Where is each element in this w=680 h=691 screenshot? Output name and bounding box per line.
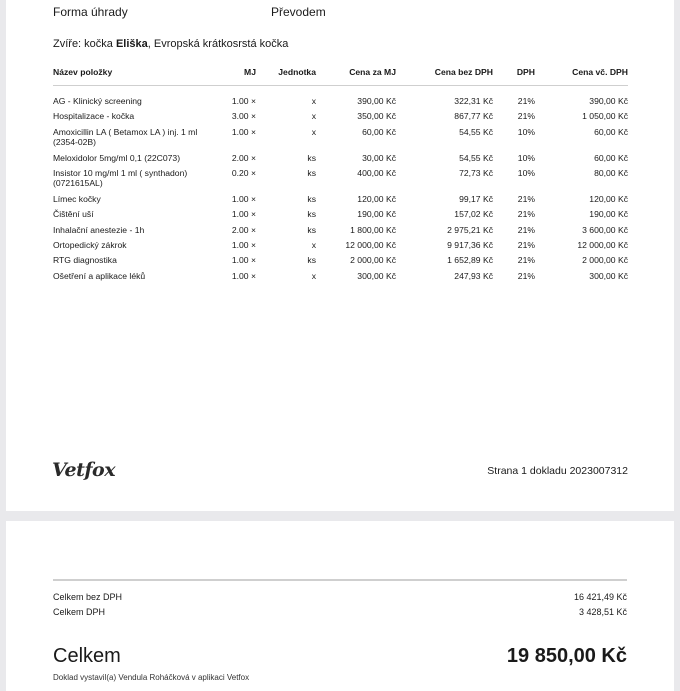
col-header-price: Cena za MJ bbox=[316, 65, 396, 86]
item-net-price: 2 975,21 Kč bbox=[447, 224, 493, 235]
item-vat-rate: 21% bbox=[517, 255, 535, 266]
payment-method-label: Forma úhrady bbox=[53, 5, 128, 19]
item-unit: x bbox=[311, 111, 316, 122]
table-row bbox=[53, 194, 628, 209]
item-net-price: 99,17 Kč bbox=[459, 193, 493, 204]
item-vat-rate: 21% bbox=[517, 209, 535, 220]
item-net-price: 867,77 Kč bbox=[454, 111, 493, 122]
summary-divider bbox=[53, 579, 627, 581]
item-vat-rate: 21% bbox=[517, 240, 535, 251]
item-vat-rate: 21% bbox=[517, 193, 535, 204]
issued-by-note: Doklad vystavil(a) Vendula Roháčková v aplikaci Vetfox bbox=[53, 673, 250, 682]
item-quantity: 2.00 × bbox=[231, 152, 256, 163]
item-quantity: 1.00 × bbox=[231, 209, 256, 220]
item-gross-price: 120,00 Kč bbox=[589, 193, 628, 204]
item-gross-price: 1 050,00 Kč bbox=[582, 111, 628, 122]
payment-method-value: Převodem bbox=[271, 5, 326, 19]
item-net-price: 54,55 Kč bbox=[459, 152, 493, 163]
item-name: Ošetření a aplikace léků bbox=[53, 270, 146, 281]
item-unit-price: 190,00 Kč bbox=[357, 209, 396, 220]
table-header-row bbox=[53, 65, 628, 86]
item-unit: ks bbox=[307, 209, 316, 220]
item-name: Hospitalizace - kočka bbox=[53, 111, 135, 122]
item-unit-price: 300,00 Kč bbox=[357, 270, 396, 281]
item-name: Límec kočky bbox=[53, 193, 101, 204]
grand-total-label: Celkem bbox=[53, 645, 121, 667]
item-net-price: 157,02 Kč bbox=[454, 209, 493, 220]
item-quantity: 1.00 × bbox=[231, 96, 256, 106]
item-vat-rate: 21% bbox=[517, 224, 535, 235]
col-header-unit: Jednotka bbox=[256, 65, 316, 86]
item-unit-price: 400,00 Kč bbox=[357, 168, 396, 179]
item-vat-rate: 21% bbox=[517, 96, 535, 106]
table-row bbox=[53, 271, 628, 286]
table-row bbox=[53, 168, 628, 194]
item-quantity: 1.00 × bbox=[231, 255, 256, 266]
item-name: Inhalační anestezie - 1h bbox=[53, 224, 145, 235]
col-header-net: Cena bez DPH bbox=[396, 65, 493, 86]
item-net-price: 247,93 Kč bbox=[454, 270, 493, 281]
item-unit-price: 60,00 Kč bbox=[362, 126, 396, 137]
item-name: RTG diagnostika bbox=[53, 255, 117, 266]
item-unit-price: 30,00 Kč bbox=[362, 152, 396, 163]
animal-prefix: Zvíře: kočka bbox=[53, 38, 116, 50]
item-gross-price: 60,00 Kč bbox=[594, 152, 628, 163]
item-name: Čištění uší bbox=[53, 209, 94, 220]
item-unit-price: 350,00 Kč bbox=[357, 111, 396, 122]
net-total-value: 16 421,49 Kč bbox=[573, 592, 627, 602]
table-row bbox=[53, 127, 628, 153]
item-unit-price: 1 800,00 Kč bbox=[350, 224, 396, 235]
item-unit: x bbox=[311, 240, 316, 251]
item-unit-price: 12 000,00 Kč bbox=[345, 240, 396, 251]
item-quantity: 1.00 × bbox=[231, 126, 256, 137]
vat-total-value: 3 428,51 Kč bbox=[578, 607, 627, 617]
item-vat-rate: 10% bbox=[517, 168, 535, 179]
item-gross-price: 390,00 Kč bbox=[589, 96, 628, 106]
item-vat-rate: 21% bbox=[517, 111, 535, 122]
page-number-info: Strana 1 dokladu 2023007312 bbox=[487, 465, 628, 477]
vat-total-label: Celkem DPH bbox=[53, 607, 106, 617]
table-row bbox=[53, 225, 628, 240]
item-quantity: 1.00 × bbox=[231, 270, 256, 281]
item-name: Meloxidolor 5mg/ml 0,1 (22C073) bbox=[53, 152, 181, 163]
invoice-page-1 bbox=[6, 0, 674, 511]
animal-name: Eliška bbox=[115, 38, 148, 50]
item-vat-rate: 21% bbox=[517, 270, 535, 281]
item-unit: ks bbox=[307, 168, 316, 179]
item-gross-price: 2 000,00 Kč bbox=[582, 255, 628, 266]
table-row bbox=[53, 209, 628, 224]
item-unit-price: 2 000,00 Kč bbox=[350, 255, 396, 266]
item-quantity: 1.00 × bbox=[231, 240, 256, 251]
item-vat-rate: 10% bbox=[517, 126, 535, 137]
table-row bbox=[53, 255, 628, 270]
item-name: Amoxicillin LA ( Betamox LA ) inj. 1 ml (2354-02B) bbox=[53, 126, 198, 148]
invoice-items-table bbox=[53, 65, 628, 286]
item-unit: x bbox=[311, 270, 316, 281]
col-header-name: Název položky bbox=[53, 65, 208, 86]
item-gross-price: 300,00 Kč bbox=[589, 270, 628, 281]
table-row bbox=[53, 240, 628, 255]
item-quantity: 3.00 × bbox=[231, 111, 256, 122]
item-net-price: 54,55 Kč bbox=[459, 126, 493, 137]
item-unit: x bbox=[311, 96, 316, 106]
animal-info bbox=[53, 38, 288, 50]
item-vat-rate: 10% bbox=[517, 152, 535, 163]
item-name: Insistor 10 mg/ml 1 ml ( synthadon) (0721615AL) bbox=[53, 168, 188, 189]
item-unit: ks bbox=[307, 193, 316, 204]
vetfox-logo: Vetfox bbox=[52, 459, 116, 481]
item-gross-price: 12 000,00 Kč bbox=[577, 240, 628, 251]
item-unit: ks bbox=[307, 255, 316, 266]
item-net-price: 322,31 Kč bbox=[454, 96, 493, 106]
item-name: Ortopedický zákrok bbox=[53, 240, 127, 251]
animal-breed: , Evropská krátkosrstá kočka bbox=[147, 38, 289, 50]
item-unit: ks bbox=[307, 224, 316, 235]
item-quantity: 1.00 × bbox=[231, 193, 256, 204]
item-net-price: 9 917,36 Kč bbox=[447, 240, 493, 251]
item-gross-price: 60,00 Kč bbox=[594, 126, 628, 137]
item-unit-price: 120,00 Kč bbox=[357, 193, 396, 204]
item-quantity: 0.20 × bbox=[231, 168, 256, 179]
item-net-price: 72,73 Kč bbox=[459, 168, 493, 179]
net-total-label: Celkem bez DPH bbox=[53, 592, 123, 602]
table-row bbox=[53, 153, 628, 168]
item-unit-price: 390,00 Kč bbox=[357, 96, 396, 106]
grand-total-value: 19 850,00 Kč bbox=[506, 645, 627, 667]
item-gross-price: 3 600,00 Kč bbox=[582, 224, 628, 235]
item-unit: ks bbox=[307, 152, 316, 163]
item-unit: x bbox=[311, 126, 316, 137]
col-header-mj: MJ bbox=[208, 65, 256, 86]
item-gross-price: 190,00 Kč bbox=[589, 209, 628, 220]
col-header-gross: Cena vč. DPH bbox=[535, 65, 628, 86]
table-row bbox=[53, 86, 628, 112]
invoice-page-2 bbox=[6, 521, 674, 691]
item-name: AG - Klinický screening bbox=[53, 96, 142, 106]
table-row bbox=[53, 111, 628, 126]
item-net-price: 1 652,89 Kč bbox=[447, 255, 493, 266]
col-header-vat: DPH bbox=[493, 65, 535, 86]
item-quantity: 2.00 × bbox=[231, 224, 256, 235]
item-gross-price: 80,00 Kč bbox=[594, 168, 628, 179]
